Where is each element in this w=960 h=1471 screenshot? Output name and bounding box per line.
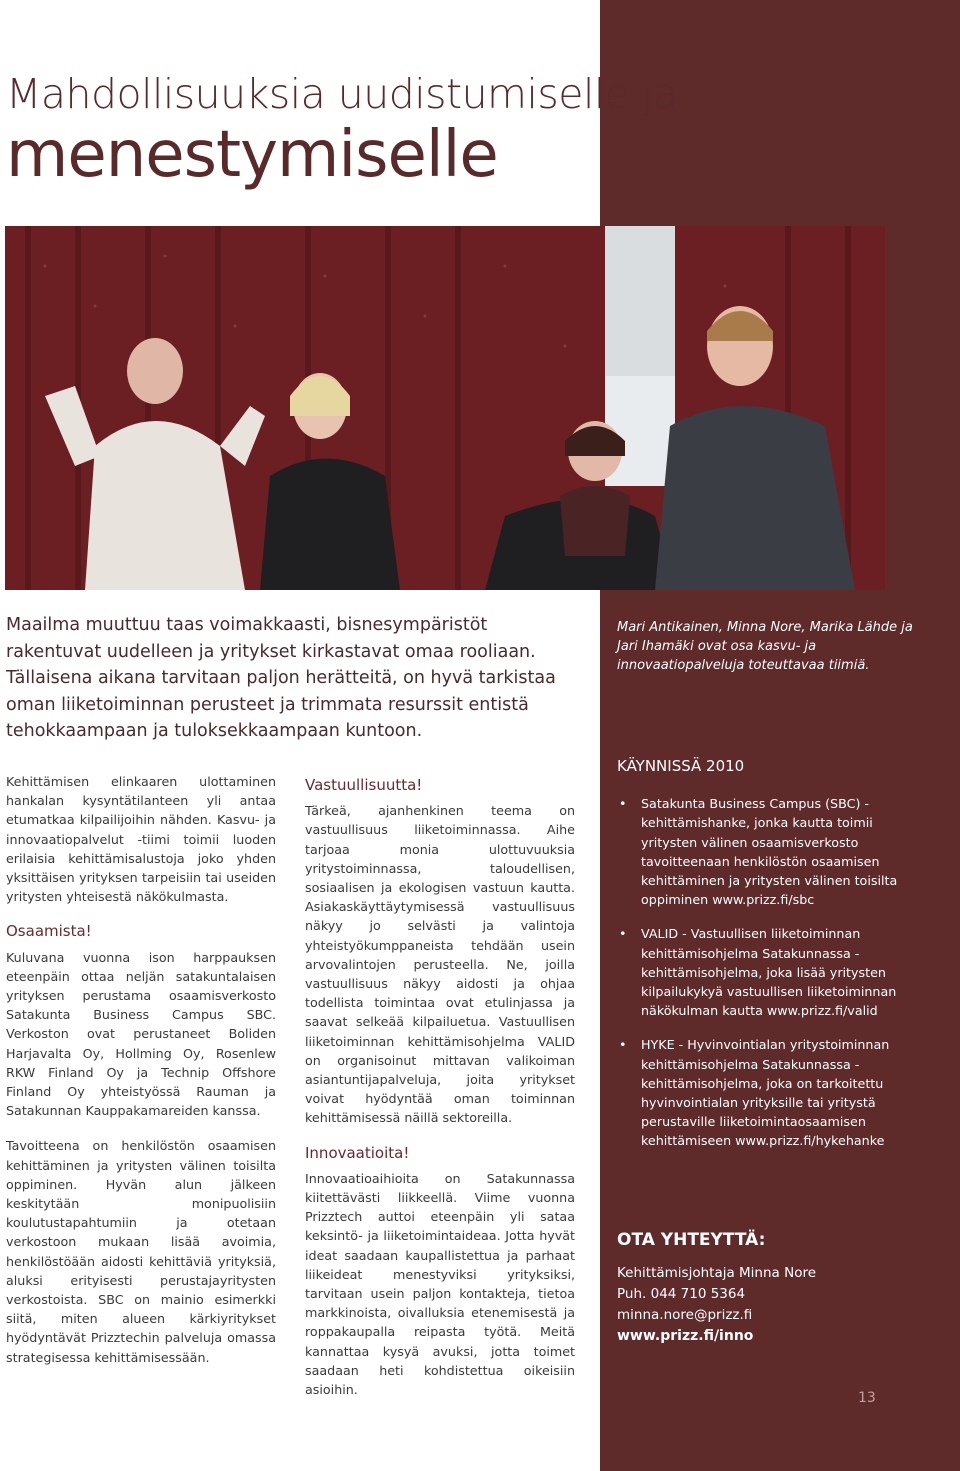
col2-heading-vastuullisuutta: Vastuullisuutta!: [305, 776, 423, 794]
photo-caption: Mari Antikainen, Minna Nore, Marika Lähde ja Jari Ihamäki ovat osa kasvu- ja innovaatiopalveluja toteuttavaa tiimiä.: [617, 620, 913, 673]
contact-heading: OTA YHTEYTTÄ:: [617, 1230, 766, 1250]
contact-name: Kehittämisjohtaja Minna Nore: [617, 1265, 817, 1281]
col1-heading-osaamista: Osaamista!: [6, 922, 92, 941]
contact-block: [617, 1230, 917, 1347]
group-photo: [5, 226, 885, 590]
col2-heading-innovaatioita: Innovaatioita!: [305, 1143, 410, 1162]
project-item-valid: [617, 924, 922, 1020]
contact-website-link[interactable]: www.prizz.fi/inno: [617, 1328, 754, 1344]
sidebar-projects: [617, 757, 922, 1166]
project-text: Satakunta Business Campus (SBC) - kehittämishanke, jonka kautta toimii yritysten välinen osaamisverkosto tavoitteenaan henkilöstön osaamisen kehittäminen ja yritysten välinen toisilta oppiminen www.prizz.fi/sbc: [641, 796, 898, 908]
page-title-line2: menestymiselle: [6, 118, 498, 192]
col2-paragraph-2: Innovaatioaihioita on Satakunnassa kiitettävästi liikkeellä. Viime vuonna Prizztech auttoi eteenpäin yli sataa keksintö- ja liiketoimintaideaa. Jotta hyvät ideat saadaan kaupallistettua ja parhaat liikeideat menestyviksi yrityksiksi, tarvitaan usein paljon kontakteja, tietoa markkinoista, oivalluksia etenemisestä ja roppakaupalla reipasta työtä. Meitä kannattaa kysyä avuksi, jotta toimet saadaan heti kohdistettua oikeisiin asioihin.: [305, 1170, 575, 1398]
project-item-hyke: [617, 1035, 922, 1150]
bullet-icon: •: [619, 1037, 627, 1053]
project-list: [617, 794, 922, 1150]
project-item-sbc: [617, 794, 922, 909]
bullet-icon: •: [619, 796, 627, 812]
page-title-line1: Mahdollisuuksia uudistumiselle ja: [6, 70, 678, 118]
col2-paragraph-1: Tärkeä, ajanhenkinen teema on vastuullisuus liiketoiminnassa. Aihe tarjoaa monia ulottuvuuksia yritystoiminnassa, taloudellisen, sosiaalisen ja ekologisen vastuun kautta. Asiakaskäyttäytymisessä vastuullisuus näkyy jo selvästi ja valintoja yhteistyökumppaneista tehdään usein arvovalintojen perusteella. Ne, joilla vastuullisuus näkyy aidosti ja ohjaa todellista toimintaa ovat etulinjassa ja saavat selkeää kilpailuetua. Vastuullisen liiketoiminnan kehittämisohjelma VALID on organisoinut mittavan valikoiman asiantuntijapalveluja, joita yritykset voivat hyödyntää oman toiminnan kehittämisessä näillä sektoreilla.: [305, 803, 575, 1126]
contact-phone: Puh. 044 710 5364: [617, 1286, 746, 1302]
column-left: [6, 772, 276, 1383]
project-text: HYKE - Hyvinvointialan yritystoiminnan kehittämisohjelma Satakunnassa - kehittämisohjelma, joka on tarkoitettu hyvinvointialan yrityksille tai yritystä perustaville liiketoimintaosaamisen kehittämiseen www.prizz.fi/hykehanke: [641, 1037, 890, 1149]
col1-paragraph-2: Kuluvana vuonna ison harppauksen eteenpäin ottaa neljän satakuntalaisen yrityksen perustama osaamisverkosto Satakunta Business Campus SBC. Verkoston ovat perustaneet Boliden Harjavalta Oy, Hollming Oy, Rosenlew RKW Finland Oy ja Technip Offshore Finland Oy yhteistyössä Rauman ja Satakunnan Kauppakamareiden kanssa.: [6, 949, 276, 1119]
bullet-icon: •: [619, 926, 627, 942]
col1-paragraph-1: Kehittämisen elinkaaren ulottaminen hankalan kysyntätilanteen yli antaa etumatkaa kilpailijoihin nähden. Kasvu- ja innovaatiopalvelut -tiimi toimii luoden erilaisia kehittämisalustoja joko yhden yksittäisen yrityksen tarpeisiin tai useiden yritysten yhteisestä näkökulmasta.: [6, 774, 276, 905]
col1-paragraph-3: Tavoitteena on henkilöstön osaamisen kehittäminen ja yritysten välinen toisilta oppiminen. Hyvän alun jälkeen keskitytään monipuolisiin koulutustapahtumiin ja otetaan verkostoon mukaan lisää avoimia, henkilöstöään aidosti kehittäviä yrityksiä, aluksi erityisesti perustajayritysten verkostoista. SBC on mainio esimerkki siitä, miten alueen kärkiyritykset hyödyntävät Prizztechin palveluja omassa strategisessa kehittämisessään.: [6, 1138, 276, 1365]
contact-email[interactable]: minna.nore@prizz.fi: [617, 1307, 753, 1323]
page-number: 13: [858, 1390, 876, 1406]
sidebar-heading: KÄYNNISSÄ 2010: [617, 757, 745, 775]
project-text: VALID - Vastuullisen liiketoiminnan kehittämisohjelma Satakunnassa - kehittämisohjelma, joka lisää yritysten kilpailukykyä vastuullisen liiketoiminnan näkökulman kautta www.prizz.fi/valid: [641, 926, 897, 1019]
column-middle: [305, 776, 575, 1415]
intro-paragraph: Maailma muuttuu taas voimakkaasti, bisnesympäristöt rakentuvat uudelleen ja yritykset kirkastavat omaa rooliaan. Tällaisena aikana tarvitaan paljon herätteitä, on hyvä tarkistaa oman liiketoiminnan perusteet ja trimmata resurssit entistä tehokkaampaan ja tuloksekkaampaan kuntoon.: [6, 615, 556, 741]
